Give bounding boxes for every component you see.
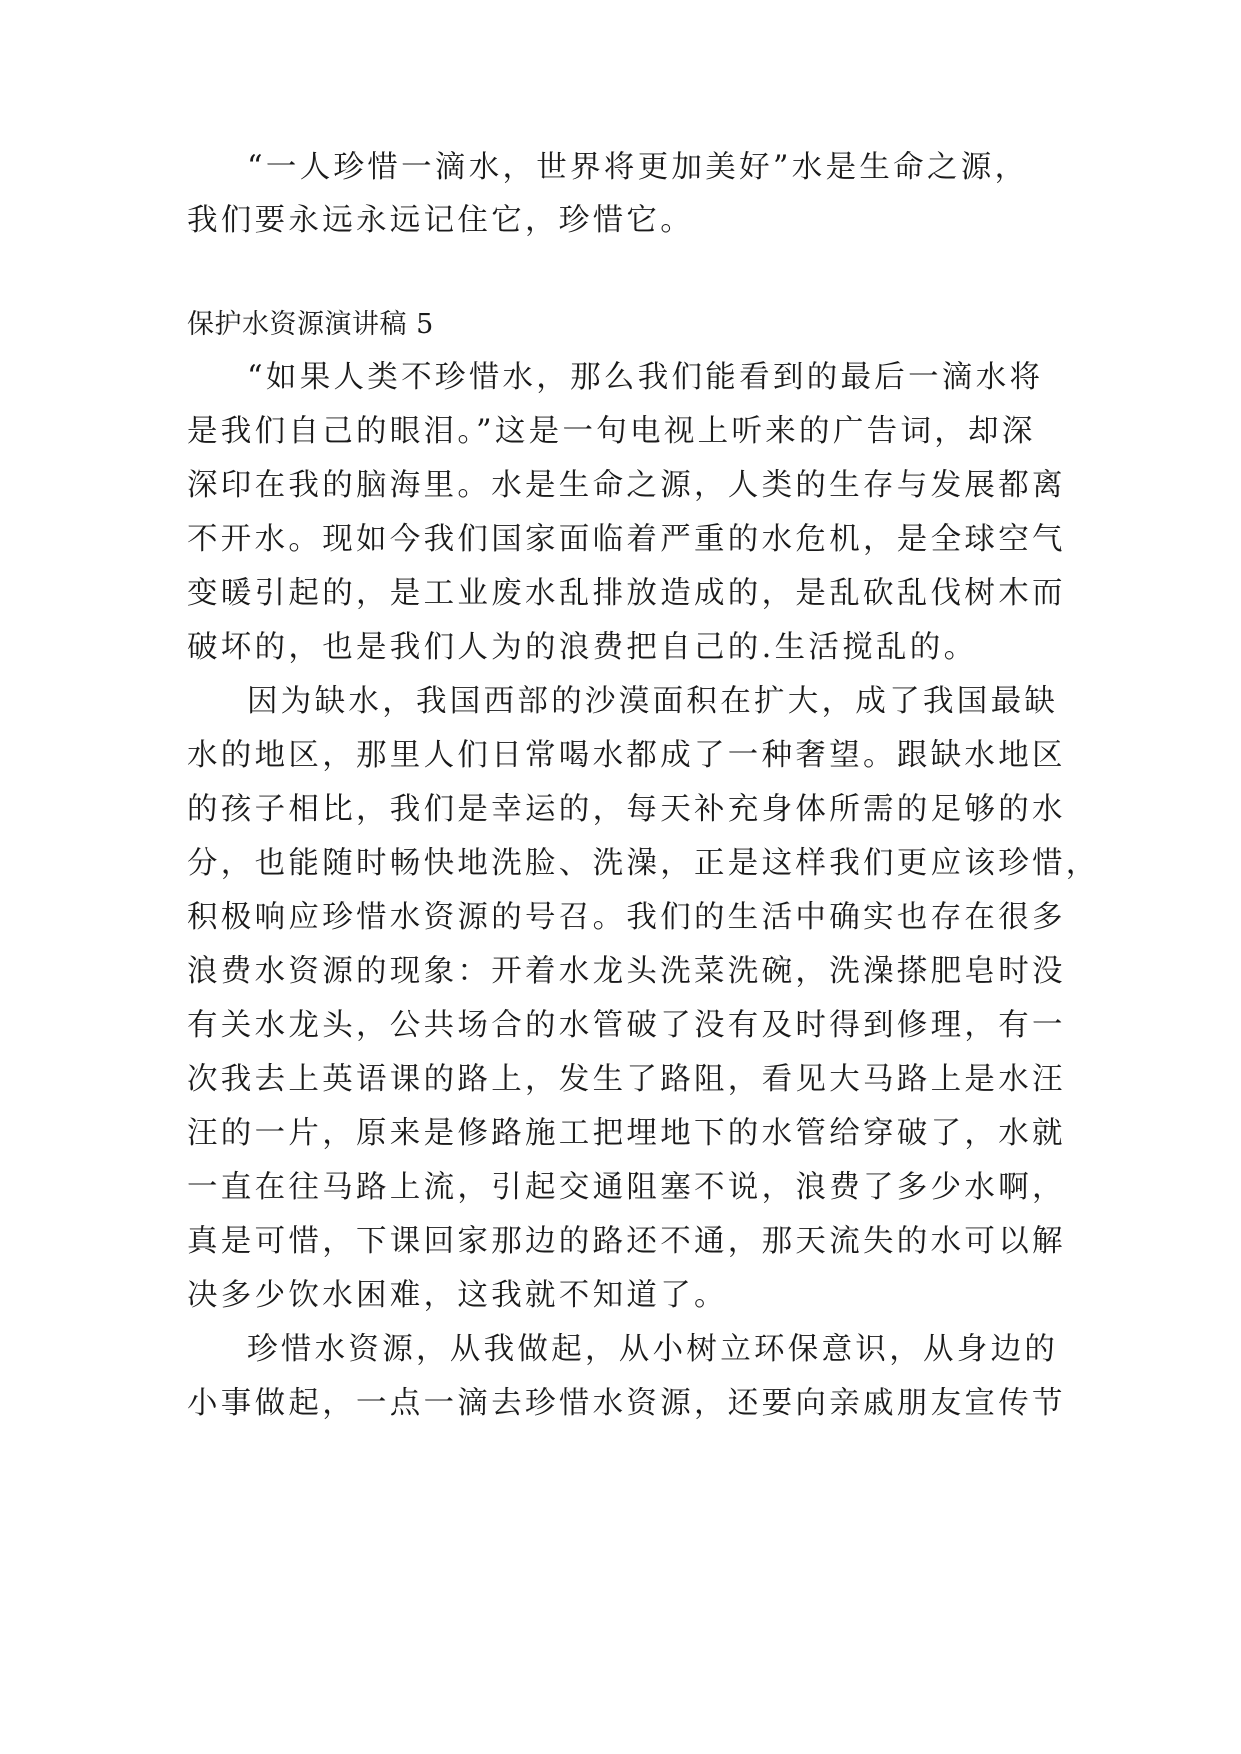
section-heading: 保护水资源演讲稿 5 xyxy=(187,309,434,340)
paragraph-2-line-8: 次我去上英语课的路上，发生了路阻，看见大马路上是水汪 xyxy=(187,1062,1066,1097)
paragraph-1-line-5: 变暖引起的，是工业废水乱排放造成的，是乱砍乱伐树木而 xyxy=(187,576,1066,611)
paragraph-1-line-1: “如果人类不珍惜水，那么我们能看到的最后一滴水将 xyxy=(247,360,1044,395)
paragraph-1-line-6: 破坏的，也是我们人为的浪费把自己的.生活搅乱的。 xyxy=(187,630,978,665)
paragraph-2-line-3: 的孩子相比，我们是幸运的，每天补充身体所需的足够的水 xyxy=(187,792,1066,827)
paragraph-3-line-1: 珍惜水资源，从我做起，从小树立环保意识，从身边的 xyxy=(247,1332,1059,1367)
paragraph-2-line-11: 真是可惜，下课回家那边的路还不通，那天流失的水可以解 xyxy=(187,1224,1066,1259)
paragraph-2-line-7: 有关水龙头，公共场合的水管破了没有及时得到修理，有一 xyxy=(187,1008,1066,1043)
paragraph-2-line-1: 因为缺水，我国西部的沙漠面积在扩大，成了我国最缺 xyxy=(247,684,1059,719)
paragraph-1-line-4: 不开水。现如今我们国家面临着严重的水危机，是全球空气 xyxy=(187,522,1066,557)
paragraph-2-line-12: 决多少饮水困难，这我就不知道了。 xyxy=(187,1278,728,1313)
paragraph-2-line-6: 浪费水资源的现象：开着水龙头洗菜洗碗，洗澡搽肥皂时没 xyxy=(187,954,1066,989)
paragraph-2-line-9: 汪的一片，原来是修路施工把埋地下的水管给穿破了，水就 xyxy=(187,1116,1066,1151)
paragraph-2-line-2: 水的地区，那里人们日常喝水都成了一种奢望。跟缺水地区 xyxy=(187,738,1066,773)
paragraph-2-line-4: 分，也能随时畅快地洗脸、洗澡，正是这样我们更应该珍惜， xyxy=(187,846,1100,881)
intro-line-2: 我们要永远永远记住它，珍惜它。 xyxy=(187,203,694,238)
paragraph-1-line-2: 是我们自己的眼泪。”这是一句电视上听来的广告词，却深 xyxy=(187,414,1036,449)
intro-line-1: “一人珍惜一滴水，世界将更加美好”水是生命之源， xyxy=(247,150,1029,185)
paragraph-2-line-5: 积极响应珍惜水资源的号召。我们的生活中确实也存在很多 xyxy=(187,900,1066,935)
paragraph-1-line-3: 深印在我的脑海里。水是生命之源，人类的生存与发展都离 xyxy=(187,468,1066,503)
paragraph-3-line-2: 小事做起，一点一滴去珍惜水资源，还要向亲戚朋友宣传节 xyxy=(187,1386,1066,1421)
paragraph-2-line-10: 一直在往马路上流，引起交通阻塞不说，浪费了多少水啊， xyxy=(187,1170,1066,1205)
